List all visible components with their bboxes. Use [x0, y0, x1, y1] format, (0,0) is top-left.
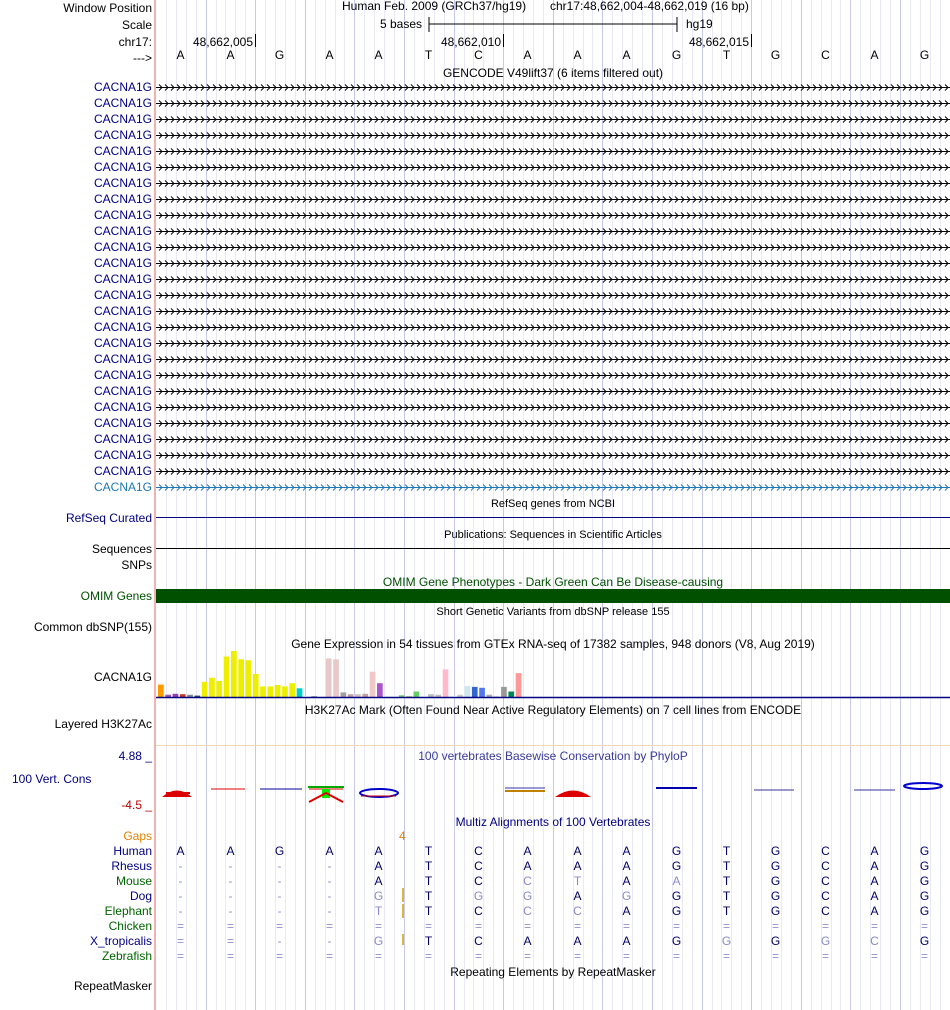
alignment-base: - — [327, 889, 332, 903]
alignment-base: C — [821, 889, 830, 903]
alignment-base: T — [573, 874, 582, 888]
gtex-tissue-bar[interactable] — [165, 695, 171, 697]
alignment-base: T — [722, 889, 731, 903]
species-label[interactable]: Human — [113, 844, 152, 858]
alignment-base: = — [722, 919, 730, 933]
browser-image[interactable] — [156, 0, 950, 1010]
alignment-base: = — [920, 919, 928, 933]
alignment-base: = — [275, 949, 283, 963]
gene-label[interactable]: CACNA1G — [93, 352, 152, 366]
sequence-base: G — [770, 48, 781, 62]
gene-label[interactable]: CACNA1G — [93, 240, 152, 254]
gtex-tissue-bar[interactable] — [479, 688, 485, 697]
alignment-base: = — [374, 919, 382, 933]
cons-logo-g4 — [904, 783, 942, 789]
gene-label[interactable]: CACNA1G — [93, 416, 152, 430]
sequence-base: A — [226, 48, 235, 62]
alignment-base: = — [622, 919, 630, 933]
gene-feature[interactable] — [156, 128, 950, 142]
alignment-base: T — [722, 904, 731, 918]
gtex-tissue-bar[interactable] — [370, 672, 376, 697]
gene-label[interactable]: CACNA1G — [93, 144, 152, 158]
alignment-base: A — [870, 874, 879, 888]
species-label[interactable]: Chicken — [108, 919, 152, 933]
gene-label[interactable]: CACNA1G — [93, 192, 152, 206]
gencode-track-title: GENCODE V49lift37 (6 items filtered out) — [442, 66, 664, 80]
alignment-base: T — [722, 844, 731, 858]
alignment-base: - — [277, 934, 282, 948]
alignment-base: G — [671, 859, 682, 873]
gtex-tissue-bar[interactable] — [224, 657, 230, 698]
gene-label[interactable]: CACNA1G — [93, 256, 152, 270]
dbsnp-track-label[interactable]: Common dbSNP(155) — [33, 620, 152, 634]
ruler-position: 48,662,010 — [440, 35, 501, 49]
gtex-tissue-bar[interactable] — [158, 685, 164, 697]
alignment-base: A — [374, 859, 383, 873]
gene-feature[interactable] — [156, 416, 950, 430]
gene-feature[interactable] — [156, 400, 950, 414]
alignment-base: G — [274, 844, 285, 858]
alignment-base: A — [523, 934, 532, 948]
gene-feature[interactable] — [156, 176, 950, 190]
window-position-label: Window Position — [63, 1, 152, 15]
alignment-base: - — [327, 904, 332, 918]
sequence-base: A — [374, 48, 383, 62]
gene-label[interactable]: CACNA1G — [93, 448, 152, 462]
sequence-base: A — [870, 48, 879, 62]
gtex-tissue-bar[interactable] — [341, 692, 347, 697]
gtex-tissue-bar[interactable] — [209, 678, 215, 697]
alignment-base: T — [722, 859, 731, 873]
gene-feature[interactable] — [156, 192, 950, 206]
alignment-base: G — [919, 844, 930, 858]
alignment-base: T — [424, 889, 433, 903]
refseq-track-label[interactable]: RefSeq Curated — [65, 511, 152, 525]
gene-label[interactable]: CACNA1G — [93, 480, 152, 494]
alignment-base: = — [275, 919, 283, 933]
publications-track-label[interactable]: Sequences — [91, 542, 152, 556]
region-text: chr17:48,662,004-48,662,019 (16 bp) — [550, 0, 749, 13]
gene-feature[interactable] — [156, 256, 950, 270]
repeatmasker-track-label[interactable]: RepeatMasker — [73, 979, 152, 993]
gene-label[interactable]: CACNA1G — [93, 128, 152, 142]
ruler-position: 48,662,005 — [192, 35, 253, 49]
alignment-base: C — [870, 934, 879, 948]
alignment-base: A — [325, 844, 334, 858]
alignment-base: = — [523, 919, 531, 933]
gene-label[interactable]: CACNA1G — [93, 304, 152, 318]
alignment-base: C — [573, 904, 582, 918]
gene-feature[interactable] — [156, 224, 950, 238]
alignment-base: A — [870, 889, 879, 903]
alignment-base: A — [374, 844, 383, 858]
alignment-base: = — [870, 919, 878, 933]
alignment-base: G — [373, 889, 384, 903]
alignment-base: C — [821, 874, 830, 888]
alignment-base: G — [373, 934, 384, 948]
alignment-base: C — [474, 874, 483, 888]
gene-feature[interactable] — [156, 160, 950, 174]
gene-label[interactable]: CACNA1G — [93, 208, 152, 222]
alignment-base: - — [178, 874, 183, 888]
gtex-tissue-bar[interactable] — [289, 683, 295, 697]
gene-label[interactable]: CACNA1G — [93, 320, 152, 334]
ruler-tick — [503, 34, 504, 47]
sequence-base: G — [671, 48, 682, 62]
gtex-expression-chart[interactable] — [156, 651, 950, 699]
alignment-base: T — [424, 934, 433, 948]
assembly-text: Human Feb. 2009 (GRCh37/hg19) — [342, 0, 527, 13]
strand-label: ---> — [133, 51, 152, 65]
gene-label[interactable]: CACNA1G — [93, 336, 152, 350]
alignment-base: T — [424, 844, 433, 858]
sequence-base: G — [274, 48, 285, 62]
alignment-base: = — [325, 949, 333, 963]
alignment-base: G — [919, 889, 930, 903]
gtex-tissue-bar[interactable] — [457, 695, 463, 697]
scale-text: 5 bases — [380, 17, 423, 31]
cons-logo-a6 — [555, 791, 591, 798]
gene-label[interactable]: CACNA1G — [93, 112, 152, 126]
gene-feature[interactable] — [156, 384, 950, 398]
alignment-base: = — [424, 949, 432, 963]
gtex-tissue-bar[interactable] — [202, 682, 208, 697]
gene-feature[interactable] — [156, 432, 950, 446]
gene-feature[interactable] — [156, 464, 950, 478]
gtex-tissue-bar[interactable] — [180, 694, 186, 697]
ruler-tick — [255, 34, 256, 47]
species-label[interactable]: Zebrafish — [101, 949, 152, 963]
alignment-base: = — [226, 949, 234, 963]
alignment-base: C — [821, 859, 830, 873]
alignment-base: - — [228, 874, 233, 888]
gtex-tissue-bar[interactable] — [173, 694, 179, 697]
alignment-base: G — [820, 934, 831, 948]
repeatmasker-track-title: Repeating Elements by RepeatMasker — [450, 965, 656, 979]
alignment-base: G — [770, 844, 781, 858]
gtex-tissue-bar[interactable] — [516, 673, 522, 697]
snps-track-label[interactable]: SNPs — [121, 558, 152, 572]
track-label-column — [0, 0, 154, 1010]
alignment-base: = — [226, 919, 234, 933]
alignment-base: = — [771, 949, 779, 963]
scale-label: Scale — [121, 18, 152, 32]
gtex-tissue-bar[interactable] — [465, 686, 471, 697]
alignment-base: = — [821, 949, 829, 963]
alignment-base: - — [277, 889, 282, 903]
alignment-base: - — [327, 859, 332, 873]
alignment-base: - — [327, 934, 332, 948]
alignment-base: = — [424, 919, 432, 933]
gtex-tissue-bar[interactable] — [333, 659, 339, 697]
species-label[interactable]: X_tropicalis — [89, 934, 152, 948]
gene-feature[interactable] — [156, 272, 950, 286]
alignment-base: A — [374, 874, 383, 888]
alignment-base: G — [770, 934, 781, 948]
alignment-base: - — [327, 874, 332, 888]
alignment-base: C — [523, 874, 532, 888]
gene-feature[interactable] — [156, 368, 950, 382]
alignment-base: G — [671, 904, 682, 918]
sequence-base: T — [424, 48, 433, 62]
species-label[interactable]: Rhesus — [111, 859, 152, 873]
alignment-base: T — [722, 874, 731, 888]
alignment-base: A — [573, 934, 582, 948]
gtex-tissue-bar[interactable] — [297, 688, 303, 697]
gtex-tissue-bar[interactable] — [399, 695, 405, 697]
alignment-base: - — [178, 859, 183, 873]
gene-feature[interactable] — [156, 96, 950, 110]
alignment-base: G — [770, 904, 781, 918]
gene-feature[interactable] — [156, 304, 950, 318]
alignment-base: G — [770, 874, 781, 888]
alignment-base: - — [228, 904, 233, 918]
gtex-tissue-bar[interactable] — [246, 660, 252, 697]
h3k27ac-track-title: H3K27Ac Mark (Often Found Near Active Regulatory Elements) on 7 cell lines from ENCODE — [304, 703, 802, 717]
alignment-base: A — [622, 844, 631, 858]
alignment-base: G — [621, 889, 632, 903]
gtex-track-label[interactable]: CACNA1G — [93, 670, 152, 684]
gene-feature[interactable] — [156, 288, 950, 302]
alignment-base: = — [622, 949, 630, 963]
omim-track-title: OMIM Gene Phenotypes - Dark Green Can Be Disease-causing — [382, 575, 724, 589]
refseq-gene-line[interactable] — [156, 517, 950, 518]
gap-count: 4 — [399, 829, 406, 843]
gene-feature[interactable] — [156, 320, 950, 334]
gtex-tissue-bar[interactable] — [428, 694, 434, 697]
gtex-tissue-bar[interactable] — [435, 695, 441, 697]
alignment-base: A — [622, 934, 631, 948]
alignment-base: C — [821, 844, 830, 858]
chrom-label: chr17: — [118, 35, 152, 49]
gene-label[interactable]: CACNA1G — [93, 368, 152, 382]
alignment-base: G — [721, 934, 732, 948]
h3k27ac-baseline — [156, 745, 950, 746]
alignment-base: = — [672, 919, 680, 933]
conservation-track-title: 100 vertebrates Basewise Conservation by PhyloP — [418, 749, 688, 763]
alignment-base: A — [573, 889, 582, 903]
sequence-base: A — [176, 48, 185, 62]
gene-feature[interactable] — [156, 112, 950, 126]
omim-gene-bar[interactable] — [156, 589, 950, 603]
alignment-base: T — [424, 859, 433, 873]
gtex-tissue-bar[interactable] — [501, 687, 507, 697]
gtex-tissue-bar[interactable] — [508, 692, 514, 698]
alignment-base: = — [771, 919, 779, 933]
conservation-min-label: -4.5 _ — [121, 798, 152, 812]
gtex-tissue-bar[interactable] — [326, 658, 332, 697]
omim-track-label[interactable]: OMIM Genes — [80, 589, 152, 603]
alignment-base: = — [573, 919, 581, 933]
gtex-tissue-bar[interactable] — [268, 686, 274, 697]
alignment-base: - — [277, 904, 282, 918]
ruler-position: 48,662,015 — [688, 35, 749, 49]
species-label[interactable]: Elephant — [104, 904, 152, 918]
alignment-base: G — [770, 889, 781, 903]
gtex-tissue-bar[interactable] — [362, 694, 368, 697]
alignment-base: C — [474, 859, 483, 873]
gene-feature[interactable] — [156, 336, 950, 350]
sequence-base: C — [474, 48, 483, 62]
alignment-base: = — [226, 934, 234, 948]
alignment-base: - — [178, 904, 183, 918]
alignment-base: = — [176, 934, 184, 948]
gene-feature[interactable] — [156, 144, 950, 158]
alignment-base: = — [573, 949, 581, 963]
gene-feature[interactable] — [156, 480, 950, 494]
gtex-track-title: Gene Expression in 54 tissues from GTEx RNA-seq of 17382 samples, 948 donors (V8, Aug 2019) — [291, 637, 815, 651]
alignment-base: - — [178, 889, 183, 903]
alignment-base: = — [821, 919, 829, 933]
alignment-base: G — [671, 844, 682, 858]
gene-label[interactable]: CACNA1G — [93, 400, 152, 414]
gene-feature[interactable] — [156, 240, 950, 254]
publications-line[interactable] — [156, 548, 950, 549]
gtex-tissue-bar[interactable] — [216, 681, 222, 697]
gene-label[interactable]: CACNA1G — [93, 432, 152, 446]
gtex-tissue-bar[interactable] — [275, 685, 281, 697]
alignment-base: A — [226, 844, 235, 858]
alignment-base: = — [523, 949, 531, 963]
alignment-base: A — [622, 874, 631, 888]
alignment-base: G — [919, 934, 930, 948]
alignment-base: G — [473, 889, 484, 903]
gene-label[interactable]: CACNA1G — [93, 272, 152, 286]
alignment-base: T — [374, 904, 383, 918]
alignment-base: = — [474, 949, 482, 963]
sequence-base: A — [622, 48, 631, 62]
alignment-base: - — [228, 859, 233, 873]
alignment-base: A — [672, 874, 681, 888]
gtex-tissue-bar[interactable] — [443, 669, 449, 697]
alignment-base: G — [770, 859, 781, 873]
conservation-logo-plot[interactable] — [156, 776, 950, 806]
alignment-base: = — [176, 919, 184, 933]
alignment-base: A — [523, 844, 532, 858]
gtex-tissue-bar[interactable] — [253, 674, 259, 697]
gene-feature[interactable] — [156, 448, 950, 462]
conservation-track-label[interactable]: 100 Vert. Cons — [12, 772, 92, 786]
alignment-base: T — [424, 904, 433, 918]
gtex-tissue-bar[interactable] — [487, 695, 493, 697]
alignment-base: A — [622, 904, 631, 918]
gene-label[interactable]: CACNA1G — [93, 224, 152, 238]
gtex-tissue-bar[interactable] — [282, 686, 288, 697]
alignment-base: - — [277, 874, 282, 888]
alignment-base: G — [671, 934, 682, 948]
gtex-tissue-bar[interactable] — [187, 695, 193, 697]
gene-feature[interactable] — [156, 352, 950, 366]
alignment-base: = — [374, 949, 382, 963]
gene-label[interactable]: CACNA1G — [93, 96, 152, 110]
alignment-base: = — [325, 919, 333, 933]
gene-label[interactable]: CACNA1G — [93, 160, 152, 174]
db-text: hg19 — [686, 17, 713, 31]
species-label[interactable]: Mouse — [115, 874, 152, 888]
gene-label[interactable]: CACNA1G — [93, 288, 152, 302]
alignment-base: A — [573, 844, 582, 858]
alignment-base: - — [277, 859, 282, 873]
alignment-base: C — [474, 904, 483, 918]
gtex-tissue-bar[interactable] — [231, 651, 237, 697]
alignment-base: = — [474, 919, 482, 933]
sequence-base: T — [722, 48, 731, 62]
scale-bar — [426, 16, 686, 34]
alignment-base: - — [228, 889, 233, 903]
alignment-base: = — [870, 949, 878, 963]
alignment-base: G — [671, 889, 682, 903]
alignment-base: A — [870, 904, 879, 918]
alignment-base: = — [176, 949, 184, 963]
alignment-base: = — [672, 949, 680, 963]
gtex-tissue-bar[interactable] — [472, 687, 478, 697]
sequence-base: A — [573, 48, 582, 62]
gaps-label: Gaps — [123, 829, 152, 843]
alignment-base: = — [722, 949, 730, 963]
alignment-base: A — [176, 844, 185, 858]
publications-track-title: Publications: Sequences in Scientific Articles — [444, 529, 662, 541]
gene-label[interactable]: CACNA1G — [93, 384, 152, 398]
sequence-base: C — [821, 48, 830, 62]
gtex-tissue-bar[interactable] — [414, 692, 420, 698]
conservation-max-label: 4.88 _ — [118, 749, 152, 763]
alignment-base: C — [821, 904, 830, 918]
alignment-base: = — [920, 949, 928, 963]
gene-label[interactable]: CACNA1G — [93, 176, 152, 190]
sequence-base: A — [523, 48, 532, 62]
alignment-base: C — [474, 934, 483, 948]
ruler-tick — [751, 34, 752, 47]
h3k27ac-track-label[interactable]: Layered H3K27Ac — [54, 717, 152, 731]
gene-feature[interactable] — [156, 80, 950, 94]
sequence-base: A — [325, 48, 334, 62]
alignment-base: A — [870, 859, 879, 873]
alignment-base: T — [424, 874, 433, 888]
alignment-base: G — [919, 859, 930, 873]
gene-label[interactable]: CACNA1G — [93, 80, 152, 94]
alignment-base: A — [870, 844, 879, 858]
gene-label[interactable]: CACNA1G — [93, 464, 152, 478]
alignment-base: C — [523, 904, 532, 918]
gtex-tissue-bar[interactable] — [348, 694, 354, 697]
refseq-track-title: RefSeq genes from NCBI — [490, 498, 616, 510]
species-label[interactable]: Dog — [129, 889, 152, 903]
gtex-tissue-bar[interactable] — [377, 683, 383, 697]
multiz-track-title: Multiz Alignments of 100 Vertebrates — [455, 815, 651, 829]
alignment-base: G — [522, 889, 533, 903]
alignment-base: A — [622, 859, 631, 873]
gtex-tissue-bar[interactable] — [238, 659, 244, 697]
alignment-base: G — [919, 874, 930, 888]
dbsnp-track-title: Short Genetic Variants from dbSNP release 155 — [436, 606, 670, 618]
gtex-tissue-bar[interactable] — [355, 694, 361, 697]
alignment-base: C — [474, 844, 483, 858]
alignment-base: A — [523, 859, 532, 873]
sequence-base: G — [919, 48, 930, 62]
gtex-tissue-bar[interactable] — [260, 686, 266, 697]
gene-feature[interactable] — [156, 208, 950, 222]
gap-insert-markers — [401, 885, 405, 945]
alignment-base: A — [573, 859, 582, 873]
alignment-base: G — [919, 904, 930, 918]
